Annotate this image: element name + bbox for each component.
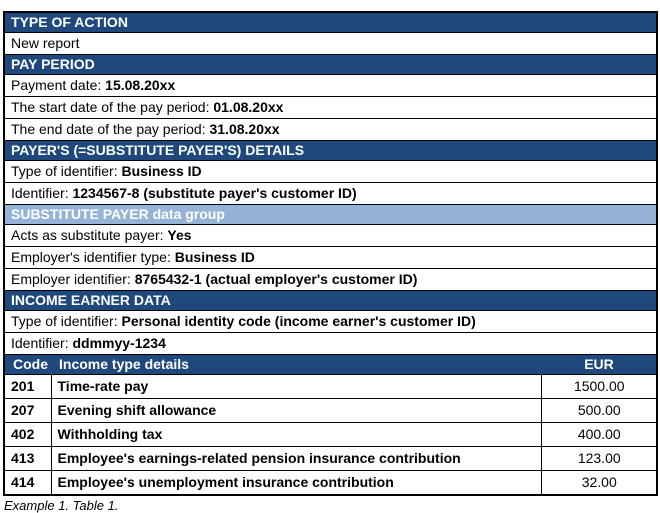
field-label: Type of identifier:: [11, 313, 118, 329]
column-header-income-type: Income type details: [51, 355, 542, 375]
field-value: 31.08.20xx: [209, 121, 280, 137]
income-row-413: [4, 447, 657, 471]
section-row-payer-details: [4, 141, 657, 161]
cell-payment-date: [4, 75, 657, 97]
row-pay-period-end: [4, 119, 657, 141]
row-payment-date: [4, 75, 657, 97]
field-value: Business ID: [174, 249, 255, 265]
section-row-income-earner: [4, 291, 657, 311]
income-amount: 400.00: [542, 423, 657, 447]
field-label: Employer's identifier type:: [11, 249, 171, 265]
field-value: 01.08.20xx: [213, 99, 284, 115]
row-payer-identifier-type: [4, 161, 657, 183]
subsection-header-substitute-payer: SUBSTITUTE PAYER data group: [4, 205, 657, 225]
income-row-402: [4, 423, 657, 447]
column-header-eur: EUR: [542, 355, 657, 375]
income-code: 414: [4, 471, 51, 496]
field-value: 1234567-8 (substitute payer's customer ID): [72, 185, 357, 201]
section-header-pay-period: PAY PERIOD: [4, 55, 657, 75]
cell-payer-identifier-type: [4, 161, 657, 183]
income-description: Withholding tax: [51, 423, 542, 447]
income-description: Employee's unemployment insurance contribution: [51, 471, 542, 496]
row-employer-identifier-type: [4, 247, 657, 269]
cell-pay-period-end: [4, 119, 657, 141]
field-value: ddmmyy-1234: [72, 335, 166, 351]
section-header-payer-details: PAYER'S (=SUBSTITUTE PAYER'S) DETAILS: [4, 141, 657, 161]
income-table-header-row: [4, 355, 657, 375]
row-earner-identifier: [4, 333, 657, 355]
income-amount: 1500.00: [542, 375, 657, 399]
income-code: 207: [4, 399, 51, 423]
field-value: 8765432-1 (actual employer's customer ID): [134, 271, 418, 287]
cell-pay-period-start: [4, 97, 657, 119]
income-description: Time-rate pay: [51, 375, 542, 399]
column-header-code: Code: [4, 355, 51, 375]
field-value: Yes: [167, 227, 192, 243]
cell-employer-identifier: [4, 269, 657, 291]
row-payer-identifier: [4, 183, 657, 205]
field-label: Identifier:: [11, 335, 69, 351]
section-row-type-of-action: [4, 12, 657, 33]
section-row-pay-period: [4, 55, 657, 75]
income-row-414: [4, 471, 657, 496]
income-description: Evening shift allowance: [51, 399, 542, 423]
income-amount: 500.00: [542, 399, 657, 423]
field-label: Payment date:: [11, 77, 102, 93]
field-label: Identifier:: [11, 185, 69, 201]
row-earner-identifier-type: [4, 311, 657, 333]
field-label: Type of identifier:: [11, 163, 118, 179]
row-acts-as-substitute-payer: [4, 225, 657, 247]
row-new-report: [4, 33, 657, 55]
section-row-substitute-payer: [4, 205, 657, 225]
income-amount: 123.00: [542, 447, 657, 471]
field-label: Acts as substitute payer:: [11, 227, 164, 243]
income-description: Employee's earnings-related pension insurance contribution: [51, 447, 542, 471]
field-label: The start date of the pay period:: [11, 99, 210, 115]
income-code: 413: [4, 447, 51, 471]
income-amount: 32.00: [542, 471, 657, 496]
table-caption: Example 1. Table 1.: [4, 498, 119, 513]
income-code: 201: [4, 375, 51, 399]
field-value: Business ID: [121, 163, 202, 179]
cell-payer-identifier: [4, 183, 657, 205]
income-code: 402: [4, 423, 51, 447]
income-row-201: [4, 375, 657, 399]
field-value: Personal identity code (income earner's customer ID): [121, 313, 476, 329]
cell-employer-identifier-type: [4, 247, 657, 269]
field-label: Employer identifier:: [11, 271, 131, 287]
cell-earner-identifier: [4, 333, 657, 355]
cell-earner-identifier-type: [4, 311, 657, 333]
report-table: [3, 11, 658, 496]
cell-acts-as-substitute-payer: [4, 225, 657, 247]
row-employer-identifier: [4, 269, 657, 291]
section-header-type-of-action: TYPE OF ACTION: [4, 12, 657, 33]
value-new-report: New report: [4, 33, 657, 55]
report-table-wrapper: [3, 11, 658, 513]
field-value: 15.08.20xx: [105, 77, 176, 93]
income-row-207: [4, 399, 657, 423]
section-header-income-earner: INCOME EARNER DATA: [4, 291, 657, 311]
row-pay-period-start: [4, 97, 657, 119]
field-label: The end date of the pay period:: [11, 121, 206, 137]
